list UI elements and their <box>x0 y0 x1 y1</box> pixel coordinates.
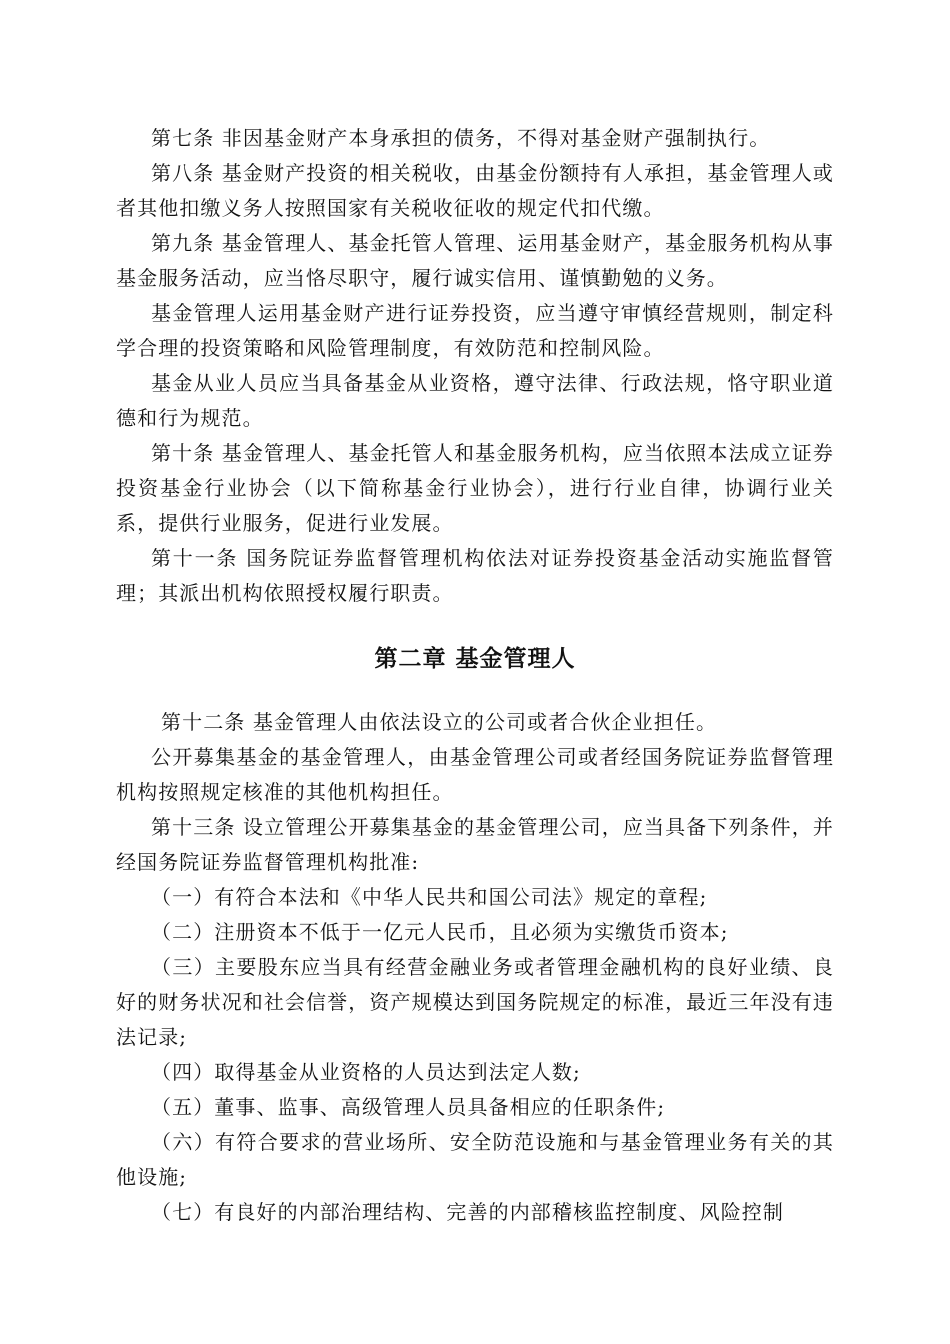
article-13-item-2: （二）注册资本不低于一亿元人民币，且必须为实缴货币资本; <box>151 920 729 944</box>
article-13-item-4: （四）取得基金从业资格的人员达到法定人数; <box>151 1060 581 1084</box>
chapter-title: 第二章 基金管理人 <box>374 646 576 672</box>
article-8-paragraph: 第八条 基金财产投资的相关税收，由基金份额持有人承担，基金管理人或者其他扣缴义务人按照国家有关税收征收的规定代扣代缴。 <box>116 161 834 220</box>
article-13-item-5: （五）董事、监事、高级管理人员具备相应的任职条件; <box>151 1095 666 1119</box>
article-13-item-1: （一）有符合本法和《中华人民共和国公司法》规定的章程; <box>151 885 708 909</box>
article-block-fund-manager <box>0 705 834 1230</box>
article-13-item-6: （六）有符合要求的营业场所、安全防范设施和与基金管理业务有关的其他设施; <box>116 1130 834 1189</box>
article-9-paragraph-2: 基金管理人运用基金财产进行证券投资，应当遵守审慎经营规则，制定科学合理的投资策略和风险管理制度，有效防范和控制风险。 <box>116 301 834 360</box>
article-9-paragraph-3: 基金从业人员应当具备基金从业资格，遵守法律、行政法规，恪守职业道德和行为规范。 <box>116 371 834 430</box>
article-12-paragraph: 第十二条 基金管理人由依法设立的公司或者合伙企业担任。 <box>161 710 718 734</box>
article-block-general-provisions <box>0 121 834 611</box>
article-13-paragraph: 第十三条 设立管理公开募集基金的基金管理公司，应当具备下列条件，并经国务院证券监督管理机构批准: <box>116 815 834 874</box>
article-10-paragraph: 第十条 基金管理人、基金托管人和基金服务机构，应当依照本法成立证券投资基金行业协会（以下简称基金行业协会），进行行业自律，协调行业关系，提供行业服务，促进行业发展。 <box>116 441 834 535</box>
article-13-item-3: （三）主要股东应当具有经营金融业务或者管理金融机构的良好业绩、良好的财务状况和社会信誉，资产规模达到国务院规定的标准，最近三年没有违法记录; <box>116 955 834 1049</box>
article-13-item-7: （七）有良好的内部治理结构、完善的内部稽核监控制度、风险控制 <box>151 1200 784 1224</box>
article-12-paragraph-2: 公开募集基金的基金管理人，由基金管理公司或者经国务院证券监督管理机构按照规定核准的其他机构担任。 <box>116 745 834 804</box>
article-11-paragraph: 第十一条 国务院证券监督管理机构依法对证券投资基金活动实施监督管理；其派出机构依照授权履行职责。 <box>116 546 834 605</box>
article-7-paragraph: 第七条 非因基金财产本身承担的债务，不得对基金财产强制执行。 <box>151 126 771 150</box>
article-9-paragraph: 第九条 基金管理人、基金托管人管理、运用基金财产，基金服务机构从事基金服务活动，应当恪尽职守，履行诚实信用、谨慎勤勉的义务。 <box>116 231 834 290</box>
